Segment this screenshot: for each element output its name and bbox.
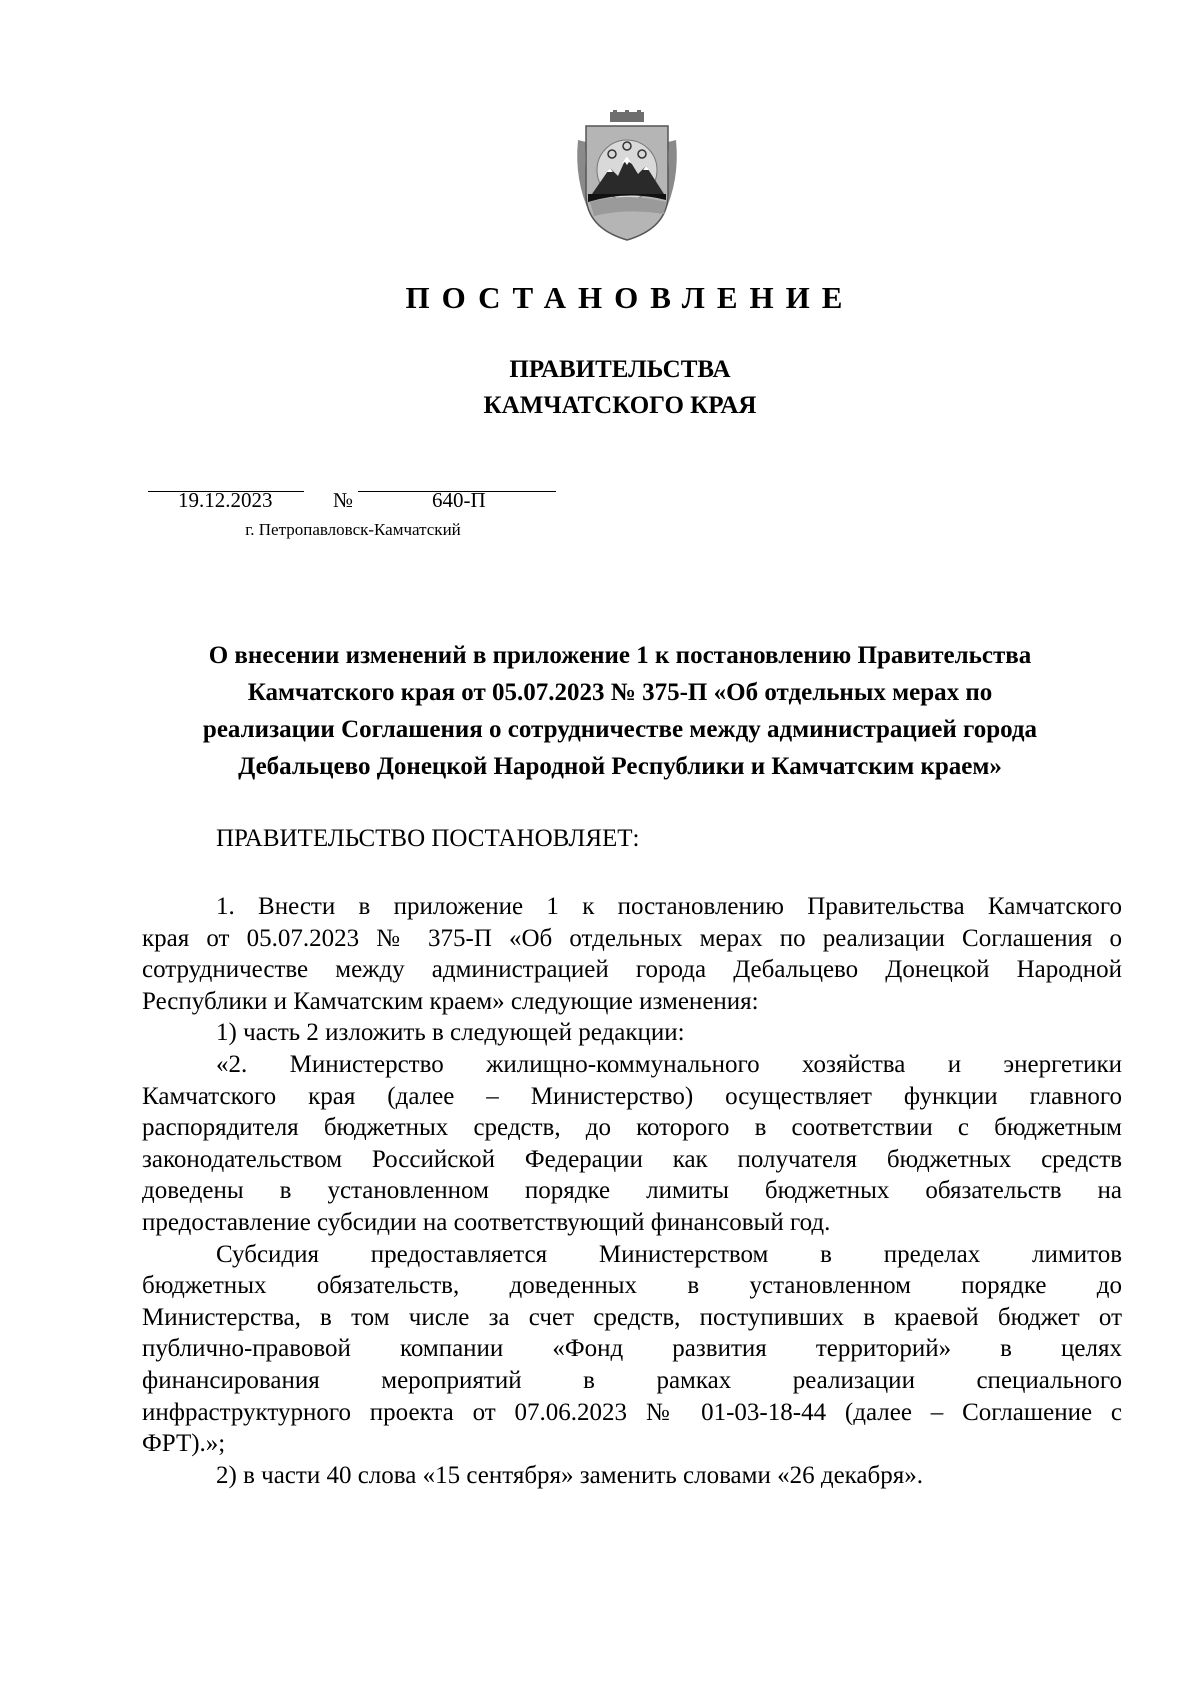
subject-line-2: Камчатского края от 05.07.2023 № 375-П «Об отдельных мерах по	[247, 679, 993, 706]
document-number: 640-П	[432, 488, 486, 512]
paragraph-5	[142, 1460, 1122, 1492]
document-type-title: ПОСТАНОВЛЕНИЕ	[405, 280, 855, 315]
issuing-authority	[0, 352, 1200, 424]
paragraph-line: края от 05.07.2023 № 375-П «Об отдельных мерах по реализации Соглашения о	[142, 924, 1122, 952]
subject-line-3: реализации Соглашения о сотрудничестве между администрацией города	[202, 716, 1038, 743]
paragraph-line: ФРТ).»;	[142, 1430, 226, 1458]
paragraph-line: 1. Внести в приложение 1 к постановлению Правительства Камчатского	[216, 893, 1122, 920]
paragraph-line: бюджетных обязательств, доведенных в установленном порядке до	[142, 1272, 1122, 1300]
document-body	[142, 891, 1122, 1491]
decree-heading: ПРАВИТЕЛЬСТВО ПОСТАНОВЛЯЕТ:	[216, 825, 640, 852]
paragraph-line: Камчатского края (далее – Министерство) осуществляет функции главного	[142, 1082, 1122, 1110]
paragraph-line: Республики и Камчатским краем» следующие изменения:	[142, 987, 759, 1015]
paragraph-line: 1) часть 2 изложить в следующей редакции:	[216, 1019, 685, 1047]
paragraph-line: 2) в части 40 слова «15 сентября» заменить словами «26 декабря».	[216, 1461, 923, 1489]
paragraph-4	[142, 1239, 1122, 1460]
number-sign: №	[333, 488, 354, 512]
paragraph-line: распорядителя бюджетных средств, до которого в соответствии с бюджетным	[142, 1114, 1122, 1142]
paragraph-3	[142, 1049, 1122, 1239]
paragraph-line: доведены в установленном порядке лимиты бюджетных обязательств на	[142, 1177, 1122, 1205]
paragraph-line: Министерства, в том числе за счет средств, поступивших в краевой бюджет от	[142, 1303, 1122, 1331]
authority-line-2: КАМЧАТСКОГО КРАЯ	[483, 392, 757, 419]
paragraph-line: инфраструктурного проекта от 07.06.2023 № 01-03-18-44 (далее – Соглашение с	[142, 1398, 1122, 1426]
coat-of-arms-icon	[572, 110, 682, 242]
paragraph-line: публично-правовой компании «Фонд развития территорий» в целях	[142, 1335, 1122, 1363]
paragraph-line: Субсидия предоставляется Министерством в пределах лимитов	[216, 1240, 1122, 1268]
paragraph-line: сотрудничестве между администрацией города Дебальцево Донецкой Народной	[142, 956, 1122, 984]
paragraph-line: законодательством Российской Федерации как получателя бюджетных средств	[142, 1145, 1122, 1173]
paragraph-line: «2. Министерство жилищно-коммунального хозяйства и энергетики	[216, 1050, 1122, 1078]
subject-line-4: Дебальцево Донецкой Народной Республики и Камчатским краем»	[238, 753, 1002, 780]
paragraph-2	[142, 1017, 1122, 1049]
subject-line-1: О внесении изменений в приложение 1 к постановлению Правительства	[208, 642, 1032, 669]
authority-line-1: ПРАВИТЕЛЬСТВА	[509, 356, 731, 383]
document-date: 19.12.2023	[178, 488, 273, 512]
paragraph-1	[142, 891, 1122, 1017]
paragraph-line: предоставление субсидии на соответствующий финансовый год.	[142, 1208, 831, 1236]
paragraph-line: финансирования мероприятий в рамках реализации специального	[142, 1366, 1122, 1394]
document-subject	[120, 637, 1120, 785]
document-place: г. Петропавловск-Камчатский	[245, 520, 461, 539]
